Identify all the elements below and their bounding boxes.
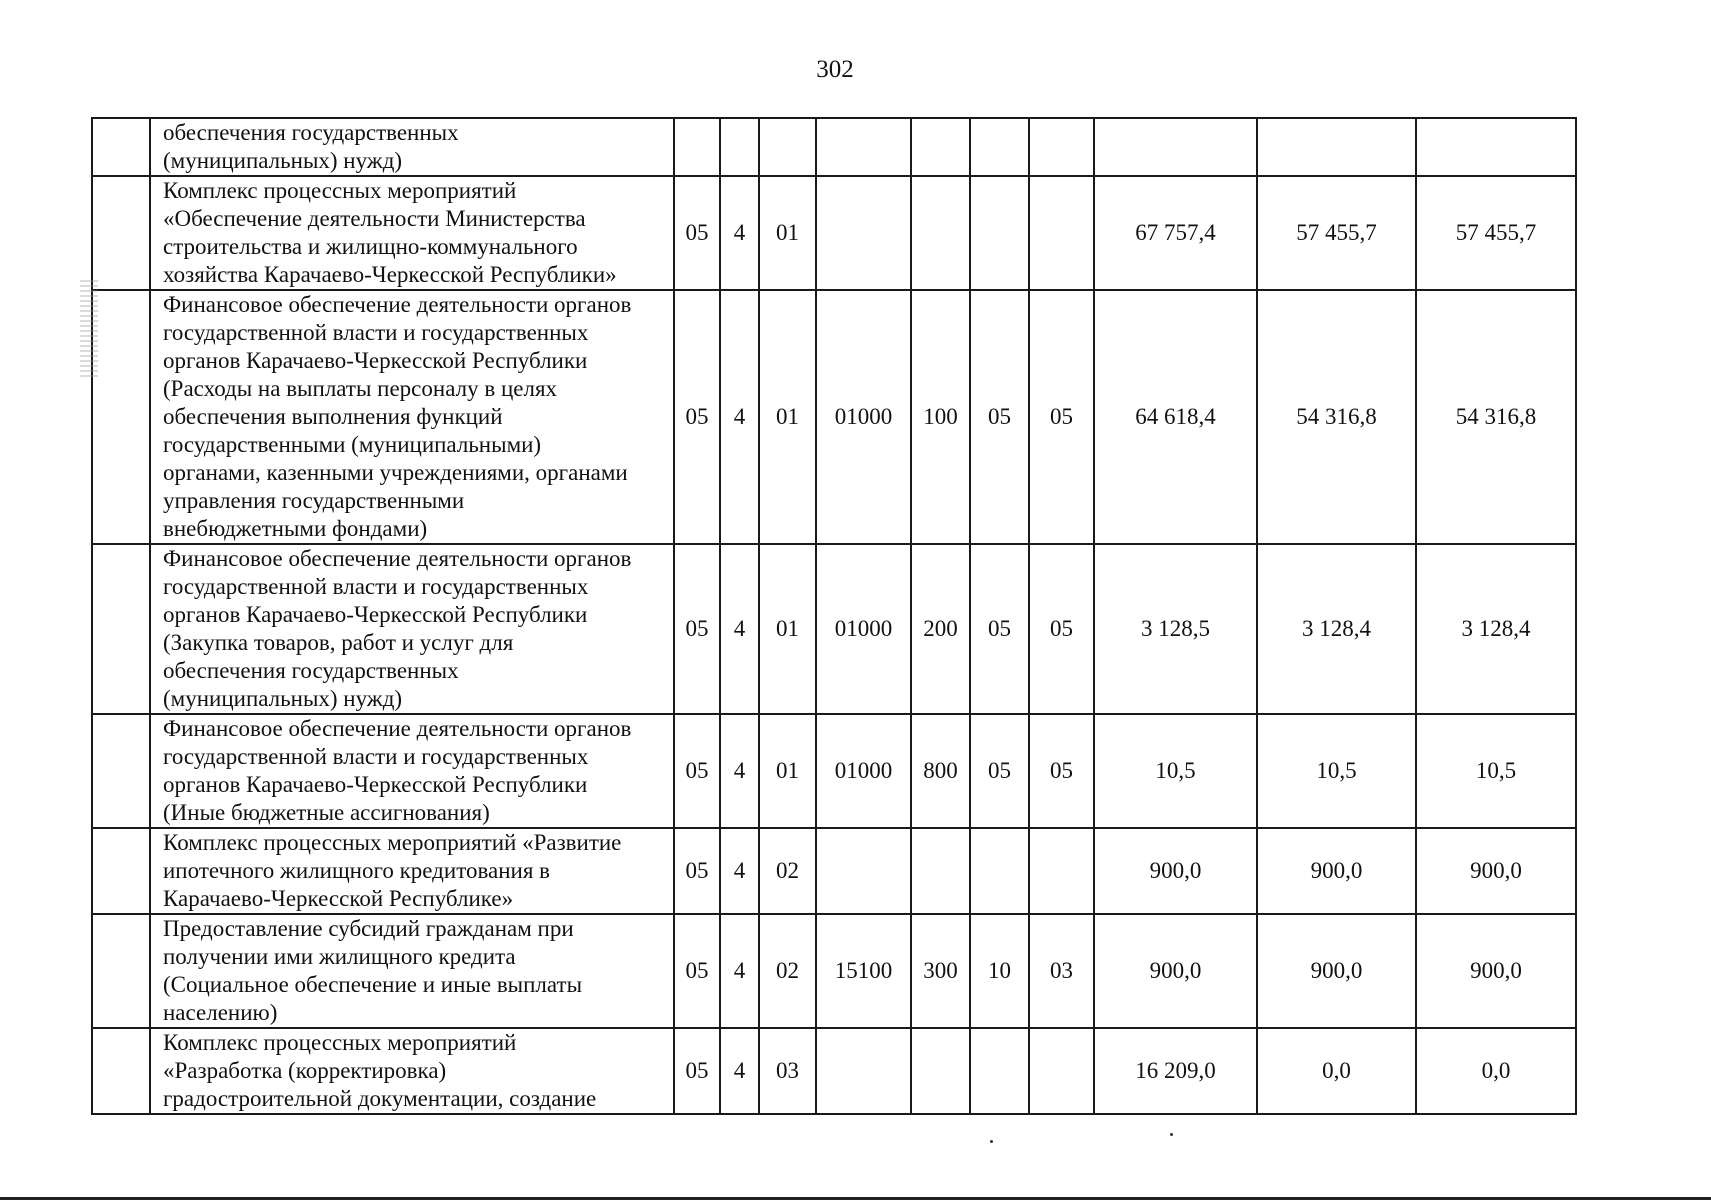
- subsection-cell: [1029, 1028, 1094, 1114]
- cell-value: 01: [776, 220, 799, 245]
- scan-speck: [1170, 1133, 1173, 1136]
- cell-value: 05: [988, 404, 1011, 429]
- amount-year2-cell: [1257, 290, 1416, 544]
- row-number-cell: [92, 828, 150, 914]
- table-row: [92, 544, 1576, 714]
- row-description: Комплекс процессных мероприятий «Разработка (корректировка) градостроительной документации, создание: [163, 1030, 597, 1111]
- amount-year2-cell: [1257, 118, 1416, 176]
- row-description: Предоставление субсидий гражданам при получении ими жилищного кредита (Социальное обеспечение и иные выплаты населению): [163, 916, 583, 1025]
- description-cell: [150, 176, 674, 290]
- subprogram-code-cell: [759, 1028, 816, 1114]
- section-code-cell: [674, 1028, 720, 1114]
- cell-value: 05: [988, 758, 1011, 783]
- cell-value: 01000: [834, 404, 893, 429]
- cell-value: 4: [733, 958, 746, 983]
- cell-value: 800: [923, 758, 958, 783]
- section-cell: [970, 828, 1029, 914]
- cell-value: 900,0: [1470, 858, 1522, 883]
- subprogram-code-cell: [759, 544, 816, 714]
- table-row: [92, 176, 1576, 290]
- cell-value: 300: [923, 958, 958, 983]
- description-cell: [150, 828, 674, 914]
- amount-year2-cell: [1257, 176, 1416, 290]
- table-row: [92, 914, 1576, 1028]
- expense-type-cell: [911, 914, 970, 1028]
- section-code-cell: [674, 914, 720, 1028]
- amount-year2-cell: [1257, 544, 1416, 714]
- cell-value: 05: [685, 758, 709, 783]
- cell-value: 4: [733, 858, 746, 883]
- subprogram-code-cell: [759, 914, 816, 1028]
- cell-value: 3 128,5: [1141, 616, 1210, 641]
- section-cell: [970, 714, 1029, 828]
- cell-value: 3 128,4: [1302, 616, 1371, 641]
- subsection-cell: [1029, 714, 1094, 828]
- direction-code-cell: [816, 290, 911, 544]
- direction-code-cell: [816, 544, 911, 714]
- section-cell: [970, 290, 1029, 544]
- row-number-cell: [92, 118, 150, 176]
- expense-type-cell: [911, 544, 970, 714]
- subsection-cell: [1029, 290, 1094, 544]
- description-cell: [150, 914, 674, 1028]
- amount-year3-cell: [1416, 290, 1576, 544]
- cell-value: 01: [776, 758, 799, 783]
- cell-value: 57 455,7: [1455, 220, 1537, 245]
- expense-type-cell: [911, 828, 970, 914]
- section-code-cell: [674, 714, 720, 828]
- amount-year2-cell: [1257, 914, 1416, 1028]
- amount-year2-cell: [1257, 1028, 1416, 1114]
- row-description: Финансовое обеспечение деятельности органов государственной власти и государственных органов Карачаево-Черкесской Республики (Расходы на выплаты персоналу в целях обеспечения выполнения функций государственными (муниципальными) органами, казенными учреждениями, органами управления государственными внебюджетными фондами): [163, 292, 632, 541]
- amount-year1-cell: [1094, 118, 1257, 176]
- amount-year1-cell: [1094, 290, 1257, 544]
- cell-value: 4: [733, 404, 746, 429]
- section-cell: [970, 1028, 1029, 1114]
- section-code-cell: [674, 176, 720, 290]
- amount-year1-cell: [1094, 828, 1257, 914]
- row-description: Финансовое обеспечение деятельности органов государственной власти и государственных органов Карачаево-Черкесской Республики (Закупка товаров, работ и услуг для обеспечения государственных (муниципальных) нужд): [163, 546, 632, 711]
- budget-table: [91, 117, 1577, 1115]
- scan-speck: [990, 1140, 993, 1143]
- row-number-cell: [92, 544, 150, 714]
- row-description: обеспечения государственных (муниципальных) нужд): [163, 120, 459, 173]
- section-cell: [970, 118, 1029, 176]
- subprogram-code-cell: [759, 714, 816, 828]
- direction-code-cell: [816, 714, 911, 828]
- description-cell: [150, 544, 674, 714]
- amount-year3-cell: [1416, 118, 1576, 176]
- amount-year3-cell: [1416, 714, 1576, 828]
- cell-value: 64 618,4: [1135, 404, 1216, 429]
- cell-value: 10,5: [1155, 758, 1196, 783]
- amount-year1-cell: [1094, 714, 1257, 828]
- cell-value: 05: [1050, 616, 1073, 641]
- direction-code-cell: [816, 828, 911, 914]
- section-cell: [970, 176, 1029, 290]
- table-body: [92, 118, 1576, 1114]
- amount-year3-cell: [1416, 176, 1576, 290]
- table-row: [92, 118, 1576, 176]
- section-cell: [970, 914, 1029, 1028]
- cell-value: 900,0: [1470, 958, 1522, 983]
- description-cell: [150, 290, 674, 544]
- amount-year3-cell: [1416, 914, 1576, 1028]
- cell-value: 05: [685, 220, 709, 245]
- program-type-cell: [720, 290, 759, 544]
- cell-value: 16 209,0: [1135, 1058, 1216, 1083]
- program-type-cell: [720, 544, 759, 714]
- subsection-cell: [1029, 176, 1094, 290]
- amount-year3-cell: [1416, 1028, 1576, 1114]
- cell-value: 15100: [834, 958, 893, 983]
- section-code-cell: [674, 828, 720, 914]
- section-code-cell: [674, 290, 720, 544]
- program-type-cell: [720, 828, 759, 914]
- direction-code-cell: [816, 176, 911, 290]
- program-type-cell: [720, 118, 759, 176]
- cell-value: 10,5: [1475, 758, 1517, 783]
- cell-value: 03: [776, 1058, 799, 1083]
- cell-value: 05: [1050, 404, 1073, 429]
- table-row: [92, 1028, 1576, 1114]
- subprogram-code-cell: [759, 290, 816, 544]
- program-type-cell: [720, 176, 759, 290]
- cell-value: 0,0: [1481, 1058, 1511, 1083]
- amount-year3-cell: [1416, 544, 1576, 714]
- amount-year1-cell: [1094, 176, 1257, 290]
- cell-value: 54 316,8: [1455, 404, 1537, 429]
- cell-value: 900,0: [1149, 958, 1202, 983]
- subprogram-code-cell: [759, 118, 816, 176]
- direction-code-cell: [816, 914, 911, 1028]
- cell-value: 900,0: [1310, 858, 1363, 883]
- cell-value: 4: [733, 616, 746, 641]
- table-row: [92, 290, 1576, 544]
- cell-value: 4: [733, 758, 746, 783]
- cell-value: 4: [733, 1058, 746, 1083]
- amount-year1-cell: [1094, 914, 1257, 1028]
- program-type-cell: [720, 914, 759, 1028]
- cell-value: 54 316,8: [1296, 404, 1377, 429]
- cell-value: 05: [685, 616, 709, 641]
- table-row: [92, 714, 1576, 828]
- description-cell: [150, 118, 674, 176]
- amount-year1-cell: [1094, 544, 1257, 714]
- section-code-cell: [674, 118, 720, 176]
- cell-value: 05: [685, 858, 709, 883]
- cell-value: 10: [988, 958, 1011, 983]
- cell-value: 4: [733, 220, 746, 245]
- cell-value: 10,5: [1316, 758, 1357, 783]
- cell-value: 100: [923, 404, 958, 429]
- row-number-cell: [92, 914, 150, 1028]
- row-number-cell: [92, 290, 150, 544]
- cell-value: 67 757,4: [1135, 220, 1216, 245]
- expense-type-cell: [911, 1028, 970, 1114]
- cell-value: 900,0: [1149, 858, 1202, 883]
- program-type-cell: [720, 714, 759, 828]
- table-row: [92, 828, 1576, 914]
- subsection-cell: [1029, 118, 1094, 176]
- cell-value: 01: [776, 404, 799, 429]
- expense-type-cell: [911, 176, 970, 290]
- page-number: 302: [816, 56, 854, 83]
- subprogram-code-cell: [759, 828, 816, 914]
- expense-type-cell: [911, 714, 970, 828]
- cell-value: 01: [776, 616, 799, 641]
- direction-code-cell: [816, 118, 911, 176]
- row-description: Финансовое обеспечение деятельности органов государственной власти и государственных органов Карачаево-Черкесской Республики (Иные бюджетные ассигнования): [163, 716, 632, 825]
- row-description: Комплекс процессных мероприятий «Обеспечение деятельности Министерства строительства и жилищно-коммунального хозяйства Карачаево-Черкесской Республики»: [163, 178, 617, 287]
- row-number-cell: [92, 714, 150, 828]
- amount-year2-cell: [1257, 714, 1416, 828]
- cell-value: 03: [1050, 958, 1073, 983]
- expense-type-cell: [911, 118, 970, 176]
- direction-code-cell: [816, 1028, 911, 1114]
- description-cell: [150, 714, 674, 828]
- expense-type-cell: [911, 290, 970, 544]
- cell-value: 01000: [834, 616, 893, 641]
- cell-value: 02: [776, 858, 799, 883]
- cell-value: 3 128,4: [1461, 616, 1531, 641]
- cell-value: 01000: [834, 758, 893, 783]
- cell-value: 05: [1050, 758, 1073, 783]
- cell-value: 900,0: [1310, 958, 1363, 983]
- section-cell: [970, 544, 1029, 714]
- row-number-cell: [92, 1028, 150, 1114]
- row-description: Комплекс процессных мероприятий «Развитие ипотечного жилищного кредитования в Карачаево-Черкесской Республике»: [163, 830, 622, 911]
- scan-artifact: [80, 280, 98, 380]
- subprogram-code-cell: [759, 176, 816, 290]
- cell-value: 05: [988, 616, 1011, 641]
- section-code-cell: [674, 544, 720, 714]
- row-number-cell: [92, 176, 150, 290]
- subsection-cell: [1029, 828, 1094, 914]
- cell-value: 0,0: [1322, 1058, 1351, 1083]
- program-type-cell: [720, 1028, 759, 1114]
- amount-year2-cell: [1257, 828, 1416, 914]
- cell-value: 05: [685, 958, 709, 983]
- cell-value: 05: [685, 404, 709, 429]
- cell-value: 200: [923, 616, 958, 641]
- cell-value: 57 455,7: [1296, 220, 1377, 245]
- cell-value: 05: [685, 1058, 709, 1083]
- description-cell: [150, 1028, 674, 1114]
- subsection-cell: [1029, 914, 1094, 1028]
- amount-year1-cell: [1094, 1028, 1257, 1114]
- cell-value: 02: [776, 958, 799, 983]
- subsection-cell: [1029, 544, 1094, 714]
- amount-year3-cell: [1416, 828, 1576, 914]
